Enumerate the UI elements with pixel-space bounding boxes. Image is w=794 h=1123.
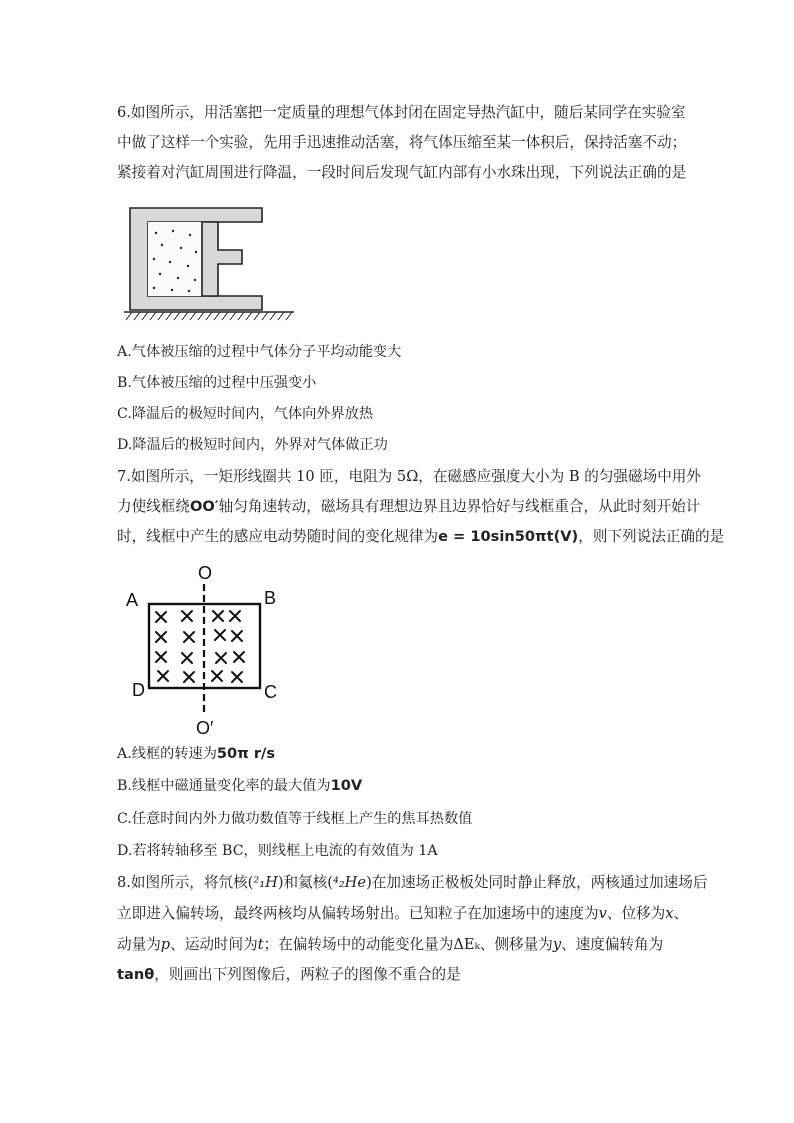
q7-option-b: B.线框中磁通量变化率的最大值为10V — [117, 777, 363, 794]
q6-option-a: A.气体被压缩的过程中气体分子平均动能变大 — [117, 344, 402, 360]
q8-line-1: 8.如图所示，将氘核(²₁H)和氦核(⁴₂He)在加速场正极板处同时静止释放，两核通过加速场后 — [117, 874, 708, 891]
q8-line-4: tanθ，则画出下列图像后，两粒子的图像不重合的是 — [117, 966, 461, 983]
q6-line-2: 中做了这样一个实验，先用手迅速推动活塞，将气体压缩至某一体积后，保持活塞不动； — [117, 134, 687, 151]
q7-option-a: A.线框的转速为50π r/s — [117, 745, 276, 762]
label-d: D — [132, 680, 145, 700]
q6-option-b: B.气体被压缩的过程中压强变小 — [117, 375, 317, 391]
q6-option-d: D.降温后的极短时间内，外界对气体做正功 — [117, 437, 388, 453]
label-c: C — [264, 682, 277, 702]
deuteron-symbol: ²₁H — [253, 874, 278, 891]
q6-option-c: C.降温后的极短时间内，气体向外界放热 — [117, 406, 374, 422]
q6-line-3: 紧接着对汽缸周围进行降温，一段时间后发现气缸内部有小水珠出现，下列说法正确的是 — [117, 164, 687, 181]
q7-line-1: 7.如图所示，一矩形线圈共 10 匝，电阻为 5Ω，在磁感应强度大小为 B 的匀强磁场中用外 — [117, 468, 701, 485]
label-o-bottom: O′ — [196, 718, 214, 738]
label-o-top: O — [198, 563, 213, 583]
axis-label: OO′ — [189, 498, 219, 515]
coil-magnetic-field-figure — [120, 560, 300, 738]
q7-line-3: 时，线框中产生的感应电动势随时间的变化规律为e = 10sin50πt(V)，则下列说法正确的是 — [117, 528, 725, 545]
label-a: A — [126, 590, 139, 610]
q6-line-1: 6.如图所示，用活塞把一定质量的理想气体封闭在固定导热汽缸中，随后某同学在实验室 — [117, 104, 686, 121]
label-b: B — [264, 588, 277, 608]
helium-symbol: ⁴₂He — [332, 874, 367, 891]
emf-equation: e = 10sin50πt(V) — [438, 528, 579, 545]
q7-option-c: C.任意时间内外力做功数值等于线框上产生的焦耳热数值 — [117, 811, 473, 827]
q7-line-2: 力使线框绕OO′轴匀角速转动，磁场具有理想边界且边界恰好与线框重合，从此时刻开始计 — [117, 498, 701, 515]
q7-option-d: D.若将转轴移至 BC，则线框上电流的有效值为 1A — [117, 843, 438, 859]
q8-line-3: 动量为p、运动时间为t；在偏转场中的动能变化量为ΔEₖ、侧移量为y、速度偏转角为 — [117, 936, 664, 953]
q8-line-2: 立即进入偏转场，最终两核均从偏转场射出。已知粒子在加速场中的速度为v、位移为x、 — [117, 905, 689, 922]
cylinder-piston-figure — [118, 204, 298, 326]
